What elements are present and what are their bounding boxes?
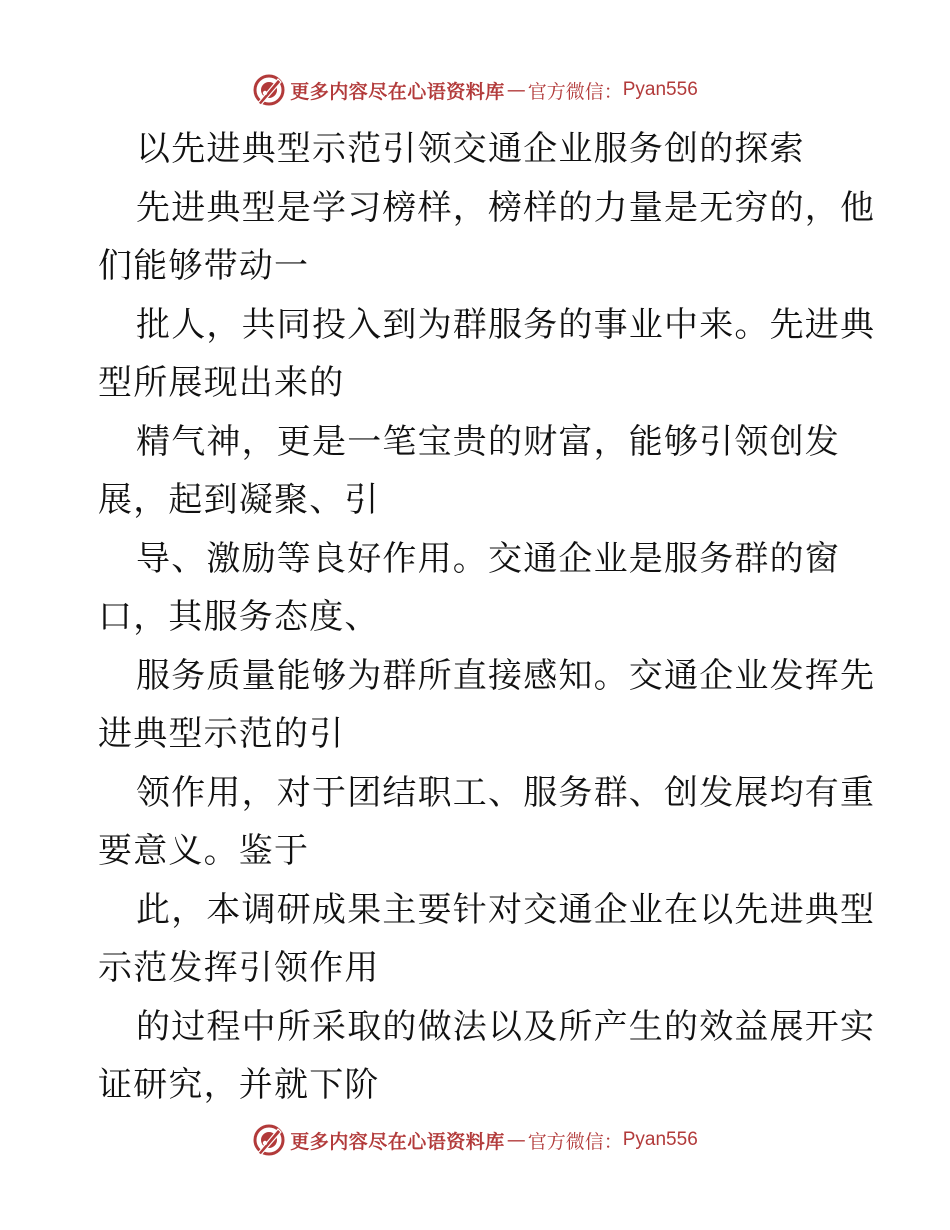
text-line: 精气神，更是一笔宝贵的财富，能够引领创发 bbox=[136, 421, 840, 462]
text-line: 进典型示范的引 bbox=[98, 714, 345, 754]
text-line: 批人，共同投入到为群服务的事业中来。先进典 bbox=[136, 304, 876, 345]
text-line: 导、激励等良好作用。交通企业是服务群的窗 bbox=[136, 538, 840, 579]
text-line: 先进典型是学习榜样，榜样的力量是无穷的，他 bbox=[136, 187, 876, 228]
text-line: 口，其服务态度、 bbox=[98, 597, 380, 637]
text-line: 们能够带动一 bbox=[98, 246, 310, 286]
text-line: 证研究，并就下阶 bbox=[98, 1065, 380, 1105]
text-line: 型所展现出来的 bbox=[98, 363, 345, 403]
text-line: 此，本调研成果主要针对交通企业在以先进典型 bbox=[136, 889, 876, 930]
text-line: 的过程中所采取的做法以及所产生的效益展开实 bbox=[136, 1006, 876, 1047]
watermark-wechat-label: 官方微信： bbox=[527, 1130, 623, 1153]
watermark-wechat-id: Pyan556 bbox=[622, 1129, 698, 1150]
footer-watermark bbox=[0, 1120, 950, 1160]
text-line: 展，起到凝聚、引 bbox=[98, 480, 380, 520]
text-line: 以先进典型示范引领交通企业服务创的探索 bbox=[136, 129, 805, 169]
document-body bbox=[98, 120, 876, 1115]
pen-logo-icon bbox=[252, 1123, 286, 1157]
text-line: 示范发挥引领作用 bbox=[98, 948, 380, 988]
text-line: 服务质量能够为群所直接感知。交通企业发挥先 bbox=[136, 655, 876, 696]
watermark-wechat-label: 官方微信： bbox=[527, 80, 623, 103]
watermark-wechat-id: Pyan556 bbox=[622, 79, 698, 100]
text-line: 要意义。鉴于 bbox=[98, 831, 310, 871]
watermark-text: 更多内容尽在心语资料库 bbox=[290, 1130, 505, 1153]
watermark-text: 更多内容尽在心语资料库 bbox=[290, 80, 505, 103]
pen-logo-icon bbox=[252, 73, 286, 107]
watermark-separator: — bbox=[506, 79, 526, 101]
watermark-separator: — bbox=[506, 1129, 526, 1151]
text-line: 领作用，对于团结职工、服务群、创发展均有重 bbox=[136, 772, 876, 813]
header-watermark bbox=[0, 70, 950, 110]
